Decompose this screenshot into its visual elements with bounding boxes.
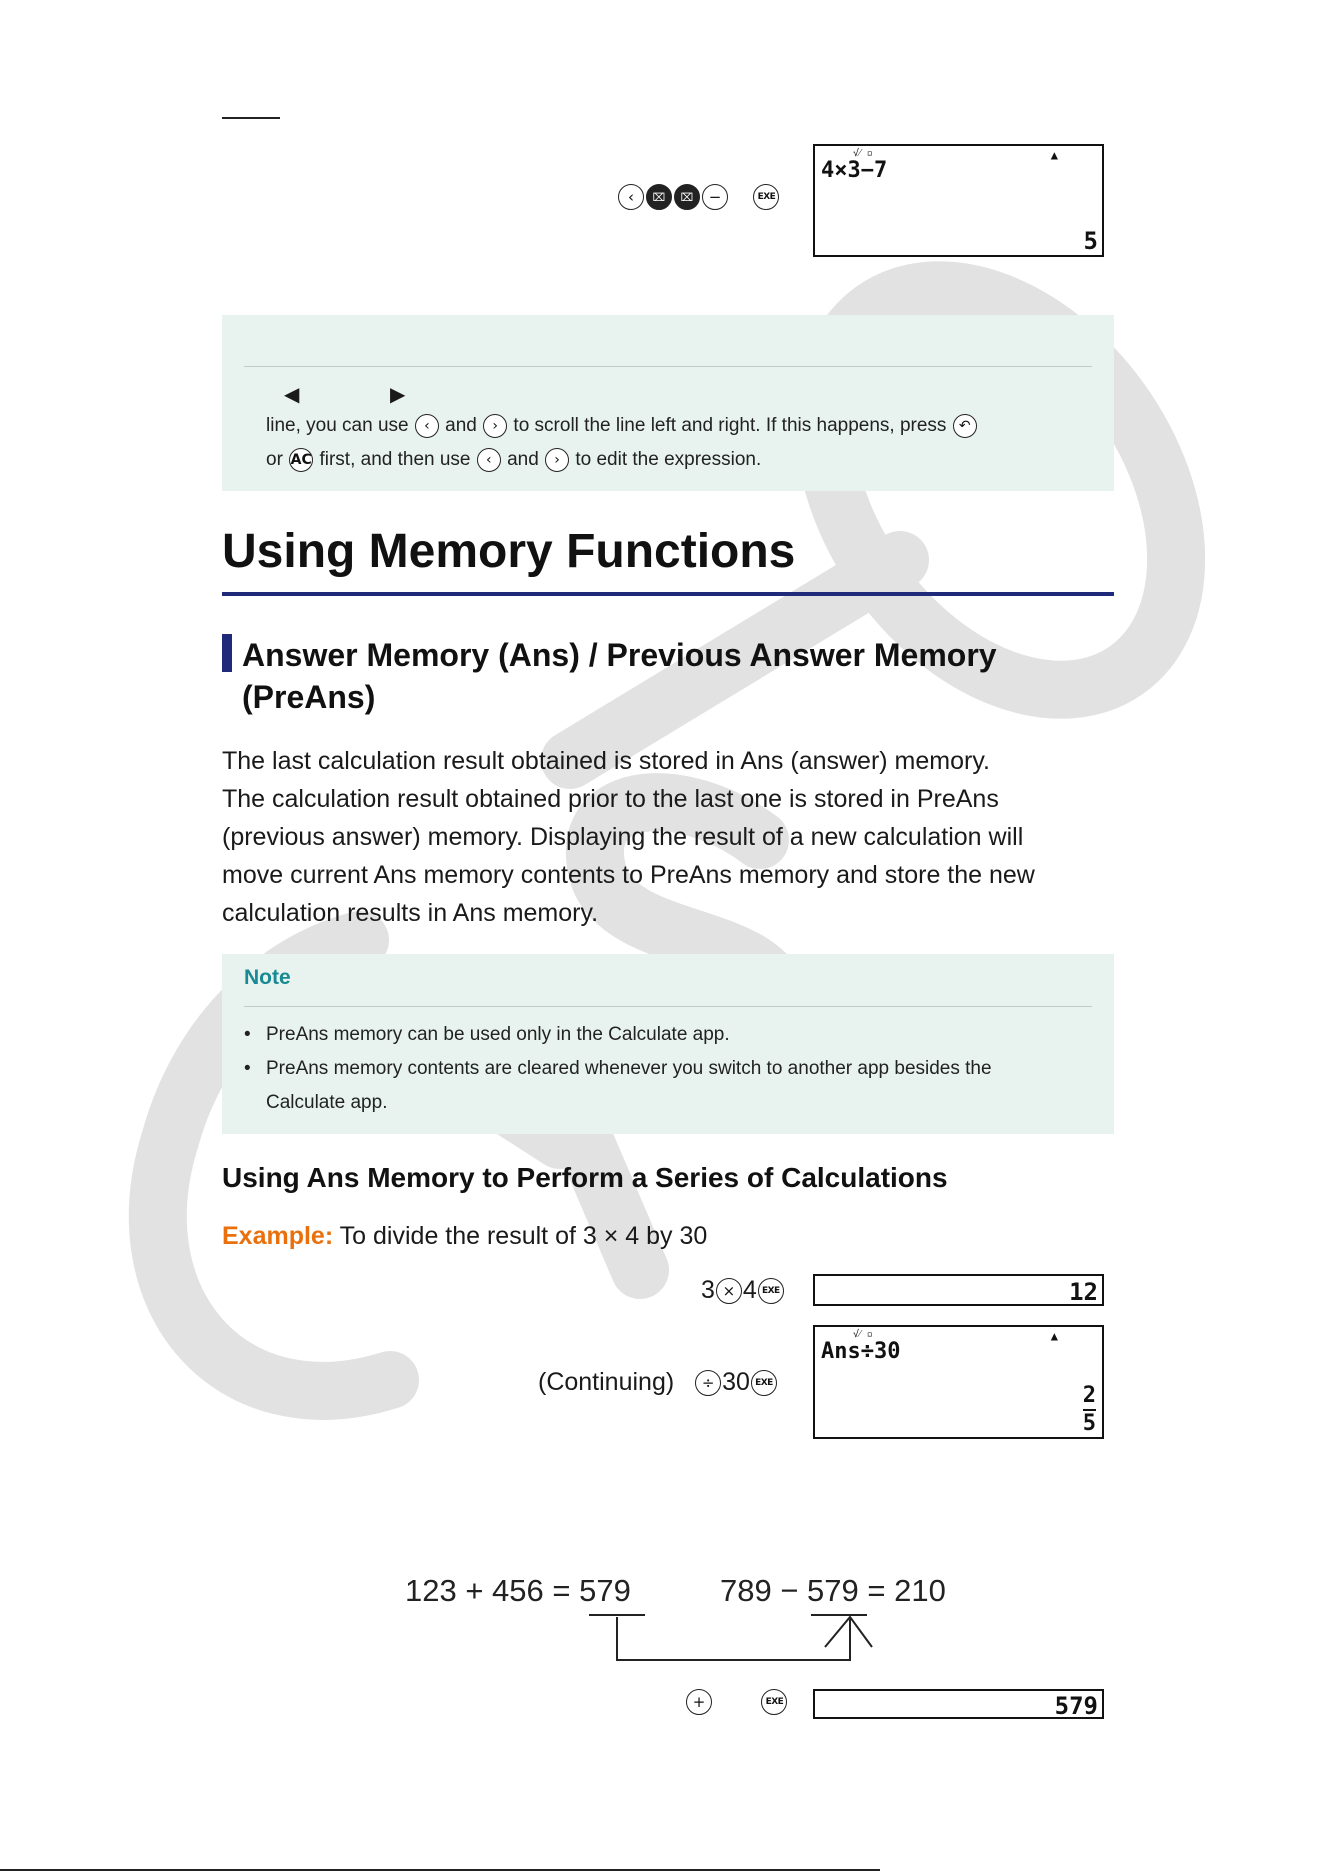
example-line	[222, 1222, 707, 1251]
calculator-screen-step2	[813, 1325, 1104, 1439]
intro-paragraph	[222, 742, 1122, 932]
exe-key-icon: EXE	[761, 1689, 787, 1715]
subsection-marker	[222, 634, 232, 672]
scroll-up-indicator: ▲	[1050, 1329, 1058, 1343]
bullet-icon: •	[244, 1058, 251, 1079]
paragraph-line: (previous answer) memory. Displaying the result of a new calculation will	[222, 823, 1024, 851]
calculator-screen-bottom	[813, 1689, 1104, 1719]
exe-key-icon: EXE	[751, 1370, 777, 1396]
screen-indicators: √⁄ ▫	[853, 148, 873, 159]
tip-text: line, you can use	[266, 415, 409, 437]
top-key-sequence	[617, 184, 780, 214]
delete-key-icon: ⌧	[674, 184, 700, 210]
screen-result: 579	[1054, 1692, 1098, 1720]
step1-keys	[701, 1276, 785, 1305]
diagram-equation-1: 123 + 456 = 579	[405, 1573, 631, 1608]
note-divider	[244, 1006, 1092, 1007]
fraction-denominator: 5	[1082, 1411, 1096, 1436]
tip-text: and	[507, 449, 539, 471]
step2-keys	[538, 1368, 778, 1397]
continuing-label: (Continuing)	[538, 1368, 675, 1396]
exe-key-icon: EXE	[758, 1278, 784, 1304]
tip-text: or	[266, 449, 283, 471]
plus-key-icon: +	[686, 1689, 712, 1715]
tip-box-divider	[244, 366, 1092, 367]
note-item-continued: Calculate app.	[266, 1092, 388, 1113]
screen-result: 12	[1069, 1278, 1098, 1306]
top-underline	[222, 117, 280, 119]
note-title: Note	[244, 966, 291, 989]
footer-rule	[0, 1869, 880, 1871]
tip-text: first, and then use	[319, 449, 471, 471]
screen-result: 5	[1083, 227, 1098, 255]
tip-line-1	[266, 414, 978, 438]
example-text: To divide the result of 3 × 4 by 30	[339, 1222, 708, 1250]
left-arrow-icon: ◀	[284, 384, 300, 406]
right-key-icon: ›	[545, 448, 569, 472]
ac-key-icon: AC	[289, 448, 313, 472]
tip-line-2	[266, 448, 761, 472]
paragraph-line: move current Ans memory contents to PreAns memory and store the new	[222, 861, 1035, 889]
exe-key-icon: EXE	[753, 184, 779, 210]
right-arrow-icon: ▶	[390, 384, 406, 406]
delete-key-icon: ⌧	[646, 184, 672, 210]
step1-digit: 4	[742, 1276, 757, 1304]
step2-value: 30	[722, 1368, 750, 1396]
multiply-key-icon: ×	[716, 1278, 742, 1304]
left-key-icon: ‹	[415, 414, 439, 438]
right-key-icon: ›	[483, 414, 507, 438]
calculator-screen-step1	[813, 1274, 1104, 1306]
subsection-title	[242, 634, 997, 718]
tip-text: and	[445, 415, 477, 437]
note-item: PreAns memory can be used only in the Calculate app.	[266, 1024, 730, 1045]
left-key-icon: ‹	[477, 448, 501, 472]
tip-box	[222, 315, 1114, 491]
diagram-arrow	[580, 1605, 900, 1675]
subsection-title-line-1: Answer Memory (Ans) / Previous Answer Memory	[242, 637, 997, 673]
scroll-up-indicator: ▲	[1050, 148, 1058, 162]
bullet-icon: •	[244, 1024, 251, 1045]
minus-key-icon: −	[702, 184, 728, 210]
calculator-screen-top	[813, 144, 1104, 257]
step1-digit: 3	[701, 1276, 715, 1304]
paragraph-line: The calculation result obtained prior to the last one is stored in PreAns	[222, 785, 999, 813]
paragraph-line: calculation results in Ans memory.	[222, 899, 599, 927]
section-title: Using Memory Functions	[222, 525, 796, 578]
note-box	[222, 954, 1114, 1134]
screen-indicators: √⁄ ▫	[853, 1329, 873, 1340]
screen-expression: Ans÷30	[821, 1339, 901, 1364]
back-key-icon: ↶	[953, 414, 977, 438]
subheading: Using Ans Memory to Perform a Series of Calculations	[222, 1162, 948, 1193]
subsection-title-line-2: (PreAns)	[242, 679, 376, 715]
screen-expression: 4×3−7	[821, 158, 888, 183]
bottom-keys	[685, 1689, 788, 1715]
note-item: PreAns memory contents are cleared whenever you switch to another app besides the	[266, 1058, 992, 1079]
tip-text: to edit the expression.	[575, 449, 762, 471]
divide-key-icon: ÷	[695, 1370, 721, 1396]
left-key-icon: ‹	[618, 184, 644, 210]
section-title-rule	[222, 592, 1114, 596]
diagram-equation-2: 789 − 579 = 210	[720, 1573, 946, 1608]
fraction-numerator: 2	[1082, 1383, 1096, 1408]
paragraph-line: The last calculation result obtained is stored in Ans (answer) memory.	[222, 747, 990, 775]
tip-text: to scroll the line left and right. If this happens, press	[513, 415, 947, 437]
screen-fraction-result	[1083, 1385, 1096, 1435]
example-label: Example:	[222, 1222, 334, 1250]
